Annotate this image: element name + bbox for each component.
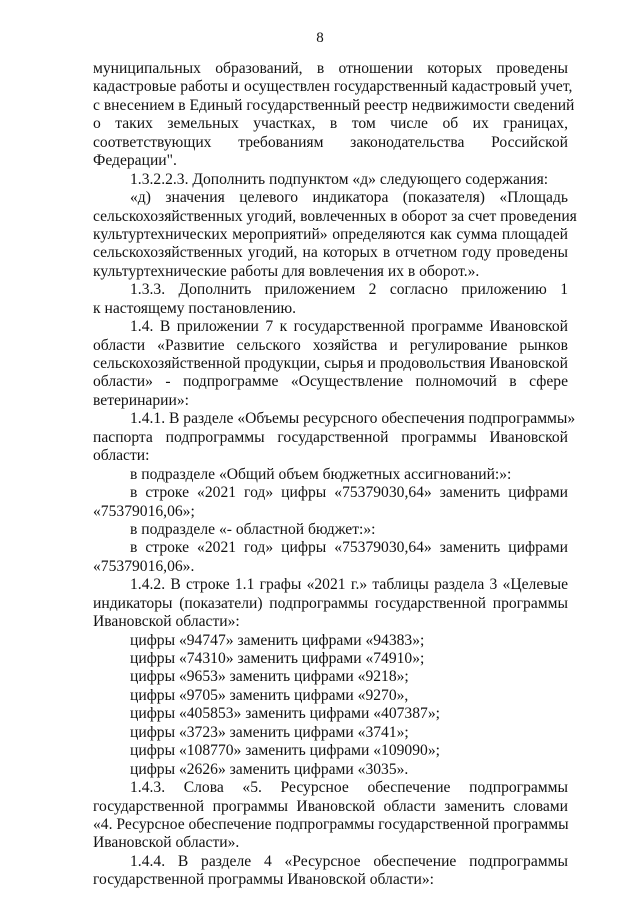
text-line: в подразделе «Общий объем бюджетных ассигнований:»: xyxy=(130,465,512,483)
text-line: цифры «74310» заменить цифрами «74910»; xyxy=(130,650,425,667)
text-line: государственной программы Ивановской области»: xyxy=(93,871,434,889)
text-line: ветеринарии»: xyxy=(93,391,189,409)
page-number: 8 xyxy=(316,30,324,46)
text-line: государственной программы Ивановской области заменить словами xyxy=(93,797,568,815)
text-line: 1.4.1. В разделе «Объемы ресурсного обеспечения подпрограммы» xyxy=(130,410,576,428)
text-line: сельскохозяйственных угодий, на которых в отчетном году проведены xyxy=(93,244,568,262)
text-line: кадастровые работы и осуществлен государственный кадастровый учет, xyxy=(93,78,573,96)
text-line: области «Развитие сельского хозяйства и регулирование рынков xyxy=(93,336,568,354)
text-line: 1.4.4. В разделе 4 «Ресурсное обеспечение подпрограммы xyxy=(130,852,568,870)
text-line: 1.3.3. Дополнить приложением 2 согласно приложению 1 xyxy=(130,281,568,299)
text-line: культуртехнических мероприятий» определяются как сумма площадей xyxy=(93,225,568,243)
document-body xyxy=(93,60,577,890)
text-line: муниципальных образований, в отношении которых проведены xyxy=(93,60,568,77)
text-line: 1.4.2. В строке 1.1 графы «2021 г.» таблицы раздела 3 «Целевые xyxy=(130,576,568,594)
text-line: соответствующих требованиям законодательства Российской xyxy=(93,133,568,151)
text-line: 1.3.2.2.3. Дополнить подпунктом «д» следующего содержания: xyxy=(130,170,549,188)
text-line: сельскохозяйственных угодий, вовлеченных в оборот за счет проведения xyxy=(93,207,577,225)
text-line: индикаторы (показатели) подпрограммы государственной программы xyxy=(93,594,568,612)
text-line: «75379016,06»; xyxy=(93,502,195,520)
text-line: цифры «405853» заменить цифрами «407387»; xyxy=(130,705,440,723)
text-line: цифры «9705» заменить цифрами «9270», xyxy=(130,686,409,704)
text-line: области» - подпрограмме «Осуществление полномочий в сфере xyxy=(93,373,568,391)
text-line: к настоящему постановлению. xyxy=(93,299,297,317)
text-line: Федерации". xyxy=(93,152,177,170)
text-line: Ивановской области»: xyxy=(93,613,240,631)
text-line: цифры «2626» заменить цифрами «3035». xyxy=(130,760,409,778)
text-line: в подразделе «- областной бюджет:»: xyxy=(130,520,376,538)
text-line: «75379016,06». xyxy=(93,557,195,575)
text-line: «д) значения целевого индикатора (показателя) «Площадь xyxy=(130,189,568,207)
text-line: о таких земельных участках, в том числе об их границах, xyxy=(93,115,568,133)
text-line: Ивановской области». xyxy=(93,834,240,852)
text-line: культуртехнические работы для вовлечения их в оборот.». xyxy=(93,262,480,280)
text-line: с внесением в Единый государственный реестр недвижимости сведений xyxy=(93,96,575,114)
text-line: области: xyxy=(93,447,150,465)
text-line: сельскохозяйственной продукции, сырья и продовольствия Ивановской xyxy=(93,355,568,372)
text-line: цифры «9653» заменить цифрами «9218»; xyxy=(130,668,409,686)
text-line: цифры «3723» заменить цифрами «3741»; xyxy=(130,723,409,741)
text-line: «4. Ресурсное обеспечение подпрограммы государственной программы xyxy=(93,815,569,833)
text-line: паспорта подпрограммы государственной программы Ивановской xyxy=(93,428,568,446)
text-line: 1.4. В приложении 7 к государственной программе Ивановской xyxy=(130,318,568,336)
text-line: в строке «2021 год» цифры «75379030,64» заменить цифрами xyxy=(130,539,568,557)
text-line: цифры «108770» заменить цифрами «109090»; xyxy=(130,742,440,760)
text-line: 1.4.3. Слова «5. Ресурсное обеспечение подпрограммы xyxy=(130,779,568,797)
text-line: в строке «2021 год» цифры «75379030,64» заменить цифрами xyxy=(130,484,568,502)
text-line: цифры «94747» заменить цифрами «94383»; xyxy=(130,631,425,649)
